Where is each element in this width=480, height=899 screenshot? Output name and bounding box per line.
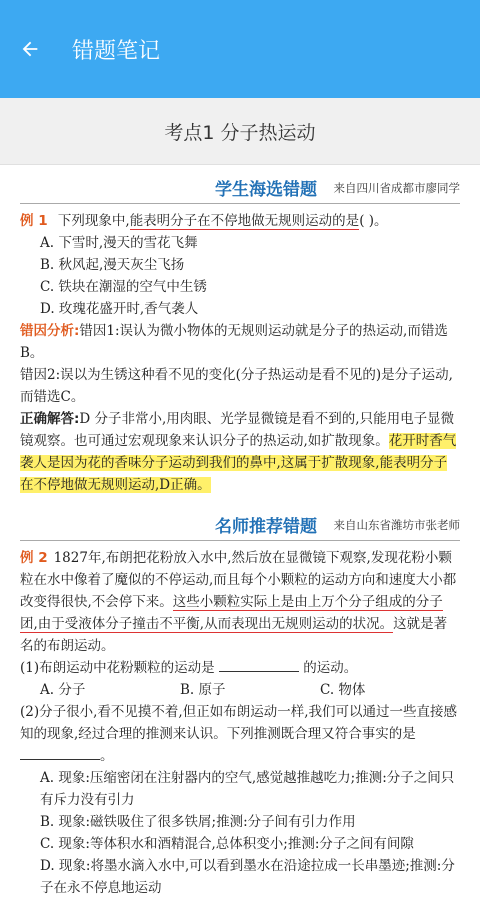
sub-question-1: [20, 657, 460, 679]
option-d: D. 玫瑰花盛开时,香气袭人: [40, 301, 199, 317]
answer-text: D 分子非常小,用肉眼、光学显微镜是看不到的,只能用电子显微镜观察。也可通过宏观现象来认识分子的热运动,如扩散现象。: [20, 411, 455, 449]
analysis-label: 错因分析:: [20, 323, 80, 339]
answer-label: 正确解答:: [20, 411, 80, 427]
option-b: B. 秋风起,漫天灰尘飞扬: [40, 257, 185, 273]
question-label: 例 2: [20, 550, 48, 566]
section-source: 来自四川省成都市廖同学: [333, 181, 460, 195]
section-title: 名师推荐错题: [215, 517, 317, 537]
app-bar: [0, 0, 480, 98]
answer-blank: [219, 657, 299, 672]
section-title: 学生海选错题: [215, 180, 317, 200]
section-header-teacher: [20, 510, 460, 541]
question-text-end: 这就是著名的布朗运动。: [20, 616, 448, 654]
question-text: 下列现象中,: [57, 213, 130, 229]
analysis-block: [20, 320, 460, 364]
answer-block: [20, 408, 460, 496]
sub-question-text-end: 的运动。: [303, 660, 358, 676]
note-page: [0, 173, 480, 899]
question-label: 例 1: [20, 213, 48, 229]
analysis-line2: 错因2:误以为生锈这种看不见的变化(分子热运动是看不见的)是分子运动,而错选C。: [20, 367, 453, 405]
answer-highlight: 花开时香气袭人是因为花的香味分子运动到我们的鼻中,这属于扩散现象,能表明分子在不停地做无规则运动,D正确。: [20, 433, 457, 493]
question-underline: 这些小颗粒实际上是由上万个分子组成的分子团,由于受液体分子撞击不平衡,从而表现出无规则运动的状况。: [20, 594, 443, 632]
option-c: C. 物体: [320, 682, 366, 698]
option-a: A. 现象:压缩密闭在注射器内的空气,感觉越推越吃力;推测:分子之间只有斥力没有引力: [40, 770, 455, 808]
question-2: [20, 547, 460, 657]
sub-question-1-options: [20, 679, 460, 701]
section-source: 来自山东省潍坊市张老师: [333, 518, 460, 532]
option-d: D. 现象:将墨水滴入水中,可以看到墨水在沿途拉成一长串墨迹;推测:分子在永不停息地运动: [40, 858, 455, 896]
page-title: 错题笔记: [72, 38, 161, 64]
topic-header: 考点1 分子热运动: [0, 98, 480, 165]
arrow-left-icon: [19, 38, 41, 60]
option-b: B. 现象:磁铁吸住了很多铁屑;推测:分子间有引力作用: [40, 814, 356, 830]
option-b: B. 原子: [180, 682, 226, 698]
question-underline: 能表明分子在不停地做无规则运动的是: [129, 213, 360, 229]
sub-question-2: [20, 701, 460, 767]
option-a: A. 下雪时,漫天的雪花飞舞: [40, 235, 198, 251]
sub-question-text: (2)分子很小,看不见摸不着,但正如布朗运动一样,我们可以通过一些直接感知的现象,经过合理的推测来认识。下列推测既合理又符合事实的是: [20, 704, 457, 742]
sub-question-text: (1)布朗运动中花粉颗粒的运动是: [20, 660, 215, 676]
section-header-student: [20, 173, 460, 204]
question-text-end: ( )。: [359, 213, 388, 229]
sub-question-text-end: 。: [100, 748, 114, 764]
answer-blank: [20, 745, 100, 760]
option-c: C. 铁块在潮湿的空气中生锈: [40, 279, 207, 295]
back-button[interactable]: [14, 33, 46, 65]
question-1: [20, 210, 460, 232]
option-c: C. 现象:等体积水和酒精混合,总体积变小;推测:分子之间有间隙: [40, 836, 414, 852]
analysis-line1: 错因1:误认为微小物体的无规则运动就是分子的热运动,而错选B。: [20, 323, 448, 361]
question-text: 1827年,布朗把花粉放入水中,然后放在显微镜下观察,发现花粉小颗粒在水中像着了魔似的不停运动,而且每个小颗粒的运动方向和速度大小都改变得很快,不会停下来。: [20, 550, 457, 610]
option-a: A. 分子: [40, 682, 86, 698]
